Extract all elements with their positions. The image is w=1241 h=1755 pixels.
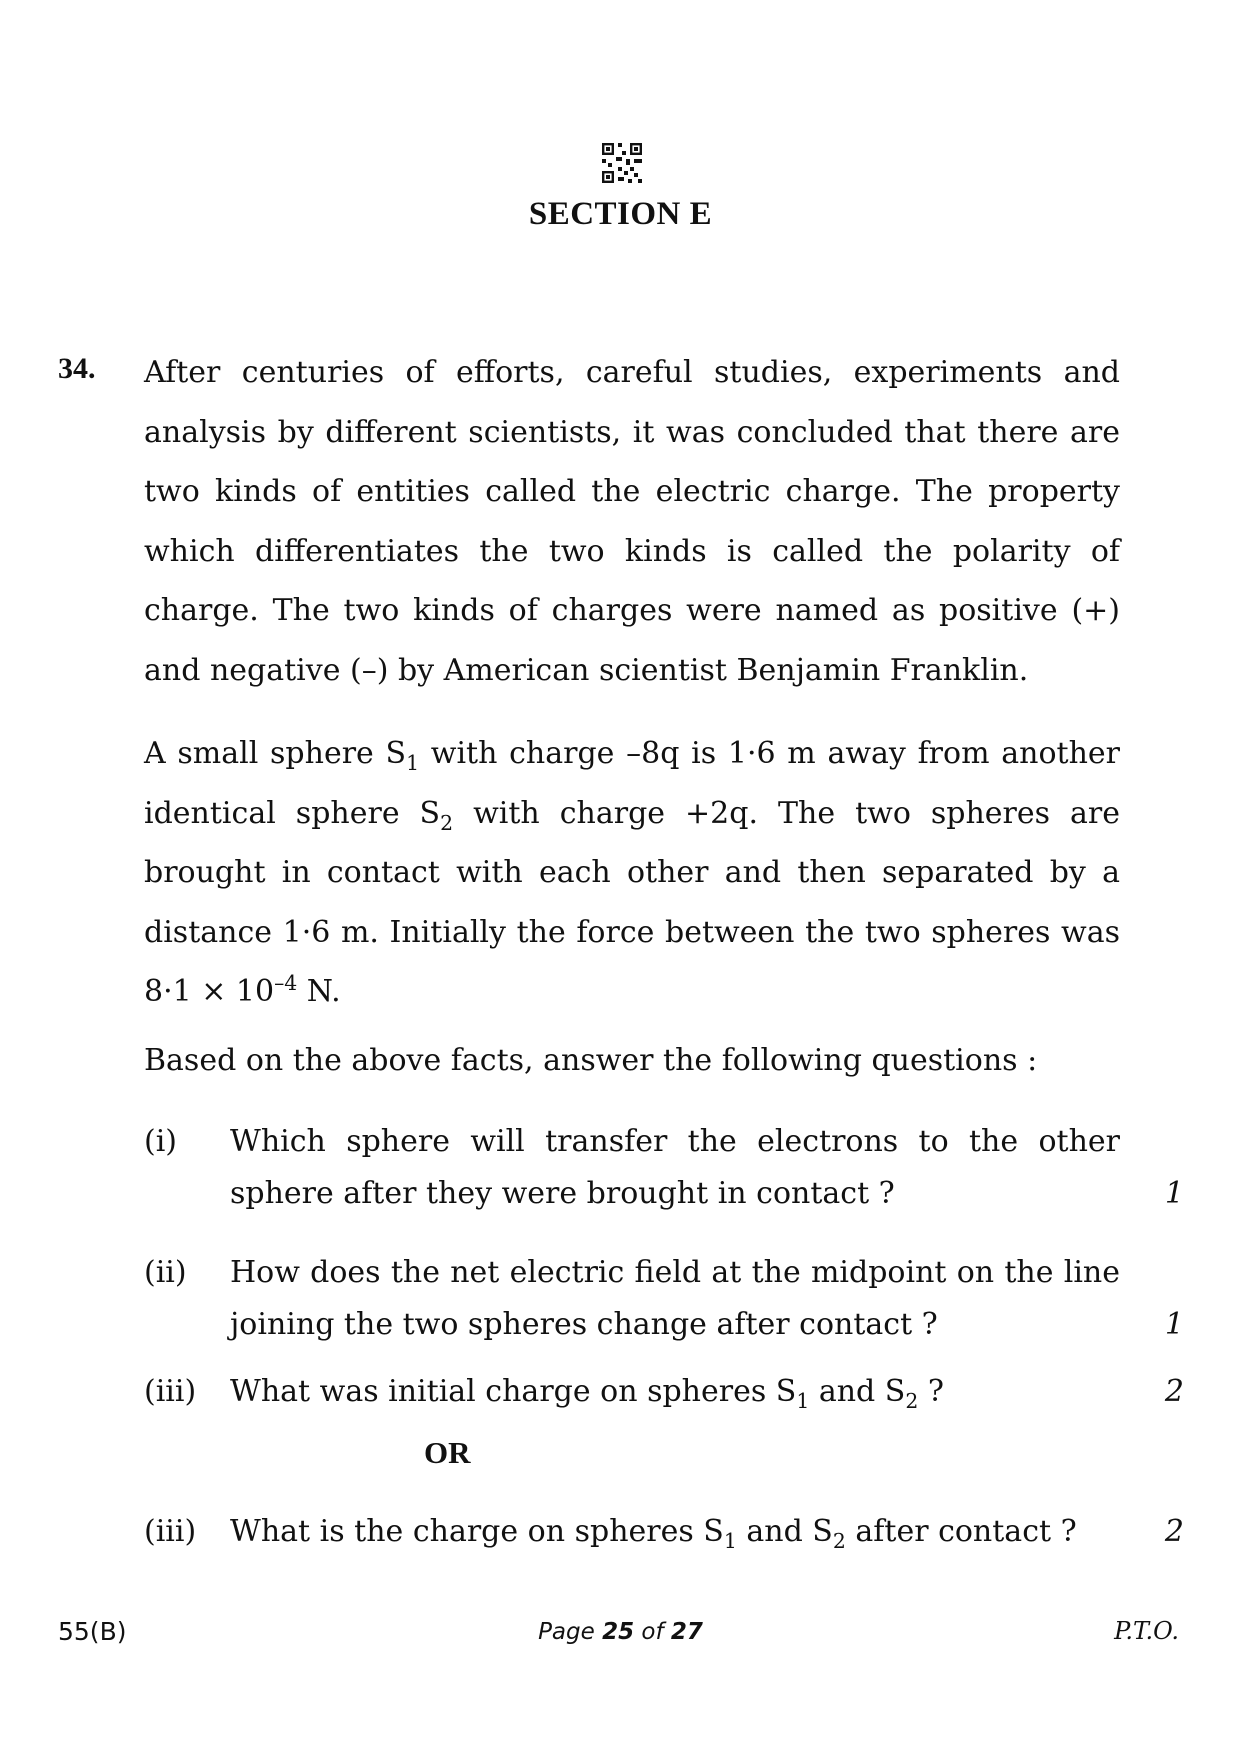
- marks-value: 1: [1164, 1176, 1184, 1211]
- question-data-paragraph: A small sphere $S_1$ with charge –8q is 1·6 m away from another identical sphere $S_2$ with charge +2q. The two spheres are brought in contact with each other and then separated by a distance 1·6 m. Initially the force between the two spheres was $8\cdot 1 \times 10^{-4}$ N.: [144, 736, 1121, 1009]
- question-number: 34.: [58, 352, 96, 385]
- marks-value: 2: [1164, 1514, 1184, 1549]
- sub-question-label: (ii): [144, 1255, 187, 1290]
- marks-value: 2: [1164, 1374, 1184, 1409]
- pto-label: P.T.O.: [1114, 1617, 1179, 1645]
- qr-code-icon: [602, 143, 642, 183]
- page-number: Page 25 of 27: [538, 1619, 703, 1645]
- section-title: SECTION E: [528, 196, 713, 232]
- sub-question-text: How does the net electric field at the midpoint on the line joining the two spheres change after contact ?: [230, 1255, 1120, 1342]
- paper-code: 55(B): [58, 1617, 127, 1646]
- question-intro-paragraph: After centuries of efforts, careful studies, experiments and analysis by different scientists, it was concluded that there are two kinds of entities called the electric charge. The property which differentiates the two kinds is called the polarity of charge. The two kinds of charges were named as positive (+) and negative (–) by American scientist Benjamin Franklin.: [144, 355, 1120, 688]
- marks-value: 1: [1164, 1307, 1184, 1342]
- sub-question-text: Which sphere will transfer the electrons to the other sphere after they were brought in contact ?: [230, 1124, 1120, 1211]
- or-separator: OR: [424, 1435, 471, 1470]
- sub-question-label: (i): [144, 1124, 178, 1159]
- question-instruction: Based on the above facts, answer the following questions :: [144, 1043, 1038, 1078]
- sub-question-label: (iii): [144, 1514, 197, 1549]
- sub-question-text: What is the charge on spheres $S_1$ and $S_2$ after contact ?: [230, 1514, 1077, 1554]
- sub-question-label: (iii): [144, 1374, 197, 1409]
- sub-question-text: What was initial charge on spheres $S_1$ and $S_2$ ?: [230, 1374, 944, 1414]
